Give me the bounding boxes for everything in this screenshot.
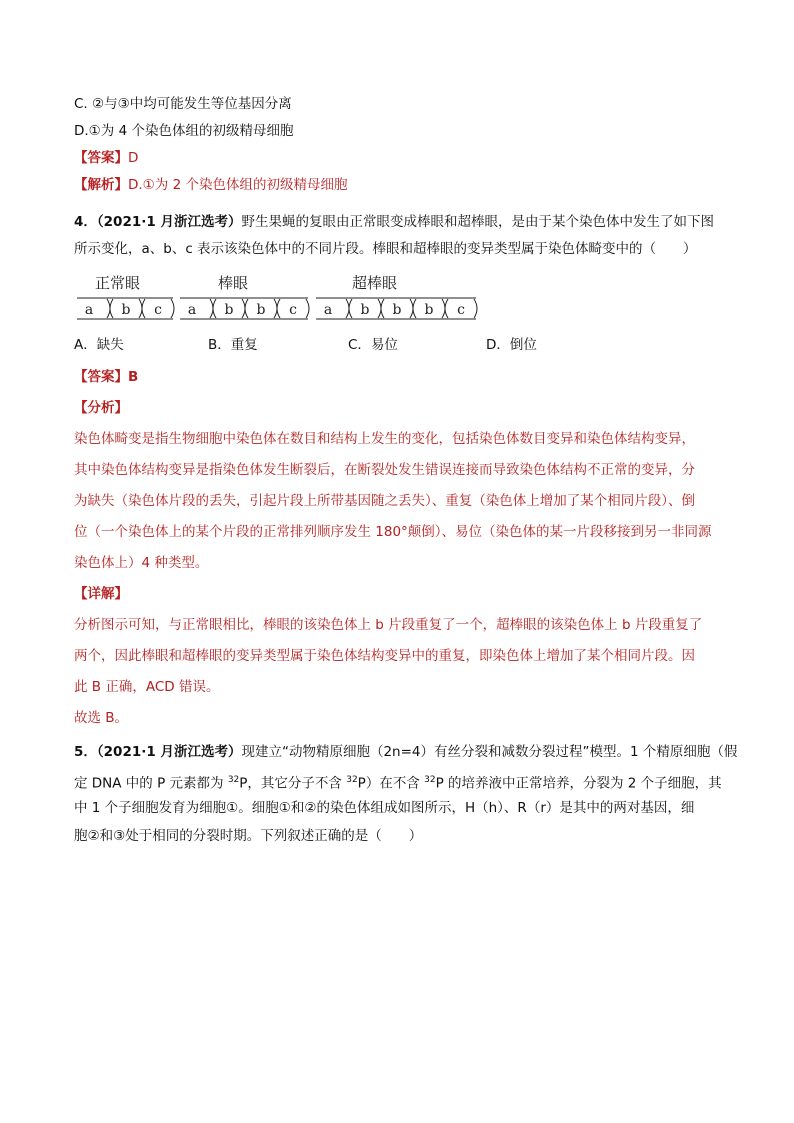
q5-sup-3: 32 (424, 775, 436, 785)
segment-label-c: c (457, 302, 465, 318)
q4-stem-text-1: 野生果蝇的复眼由正常眼变成棒眼和超棒眼，是由于某个染色体中发生了如下图 (241, 214, 714, 230)
segment-label-b: b (392, 302, 402, 318)
segment-boundary (413, 299, 416, 318)
q4-analysis-line-4: 位（一个染色体上的某个片段的正常排列顺序发生 180°颠倒）、易位（染色体的某一片段移接到另一非同源 (74, 524, 712, 540)
answer-value: D (128, 150, 139, 166)
q5-line-1 (74, 743, 737, 761)
segment-label-c: c (154, 302, 162, 318)
q4-option-c: C．易位 (348, 337, 398, 353)
q5-line-4: 胞②和③处于相同的分裂时期。下列叙述正确的是（ ） (74, 828, 423, 844)
analysis-label: 【解析】 (74, 177, 128, 193)
segment-boundary (474, 299, 477, 318)
q4-analysis-line-5: 染色体上）4 种类型。 (74, 555, 209, 571)
q5-line-2-b: P，其它分子不含 (239, 775, 347, 792)
q4-analysis-line-1: 染色体畸变是指生物细胞中染色体在数目和结构上发生的变化，包括染色体数目变异和染色体结构变异， (74, 431, 695, 447)
segment-boundary (349, 299, 352, 318)
q5-line-1-text: 现建立“动物精原细胞（2n=4）有丝分裂和减数分裂过程”模型。1 个精原细胞（假 (241, 744, 738, 760)
q4-answer: 【答案】B (74, 369, 139, 385)
q5-line-2-d: P 的培养液中正常培养，分裂为 2 个子细胞，其 (435, 775, 722, 792)
figure-title-normal: 正常眼 (95, 274, 141, 292)
figure-title-ultrabar: 超棒眼 (352, 274, 398, 292)
segment-boundary (171, 299, 174, 318)
segment-label-b: b (360, 302, 370, 318)
q5-sup-2: 32 (346, 775, 358, 785)
segment-boundary (445, 299, 448, 318)
segment-label-a: a (84, 302, 94, 318)
q4-source: （2021·1 月浙江选考） (96, 214, 242, 230)
q4-stem-line-2: 所示变化，a、b、c 表示该染色体中的不同片段。棒眼和超棒眼的变异类型属于染色体畸变中的（ ） (74, 241, 697, 257)
answer-label: 【答案】 (74, 150, 128, 166)
figure-title-bar: 棒眼 (218, 274, 249, 292)
segment-boundary (277, 299, 280, 318)
q4-conclusion: 故选 B。 (74, 710, 129, 726)
q5-number: 5． (74, 744, 97, 760)
q5-line-2-c: P）在不含 (357, 775, 425, 792)
segment-boundary (306, 299, 309, 318)
segment-label-c: c (289, 302, 297, 318)
q4-detail-label: 【详解】 (74, 586, 128, 602)
q4-option-a: A．缺失 (74, 337, 124, 353)
q4-analysis-line-2: 其中染色体结构变异是指染色体发生断裂后，在断裂处发生错误连接而导致染色体结构不正常的变异，分 (74, 462, 695, 478)
segment-label-a: a (323, 302, 333, 318)
q5-source: （2021·1 月浙江选考） (96, 744, 242, 760)
q5-line-2 (74, 771, 722, 793)
q4-detail-line-1: 分析图示可知，与正常眼相比，棒眼的该染色体上 b 片段重复了一个，超棒眼的该染色体上 b 片段重复了 (74, 617, 703, 633)
segment-boundary (213, 299, 216, 318)
q4-analysis-label: 【分析】 (74, 400, 128, 416)
analysis-text: D.①为 2 个染色体组的初级精母细胞 (128, 177, 348, 193)
q4-analysis-line-3: 为缺失（染色体片段的丢失，引起片段上所带基因随之丢失）、重复（染色体上增加了某个相同片段）、倒 (74, 493, 695, 509)
segment-boundary (381, 299, 384, 318)
segment-label-b: b (224, 302, 234, 318)
segment-boundary (110, 299, 113, 318)
segment-boundary (245, 299, 248, 318)
segment-label-b: b (424, 302, 434, 318)
option-c: C. ②与③中均可能发生等位基因分离 (74, 96, 292, 112)
q4-detail-line-3: 此 B 正确，ACD 错误。 (74, 679, 220, 695)
q5-line-3: 中 1 个子细胞发育为细胞①。细胞①和②的染色体组成如图所示，H（h）、R（r）是其中的两对基因，细 (74, 800, 695, 816)
q4-option-d: D．倒位 (486, 337, 537, 353)
q4-detail-line-2: 两个，因此棒眼和超棒眼的变异类型属于染色体结构变异中的重复，即染色体上增加了某个相同片段。因 (74, 648, 695, 664)
q5-sup-1: 32 (227, 775, 240, 785)
q4-option-b: B．重复 (208, 337, 258, 353)
segment-label-b: b (256, 302, 266, 318)
q4-number: 4． (74, 214, 97, 230)
segment-label-b: b (121, 302, 131, 318)
segment-boundary (142, 299, 145, 318)
option-d: D.①为 4 个染色体组的初级精母细胞 (74, 123, 294, 139)
q5-line-2-a: 定 DNA 中的 P 元素都为 (74, 775, 228, 792)
segment-label-a: a (187, 302, 197, 318)
